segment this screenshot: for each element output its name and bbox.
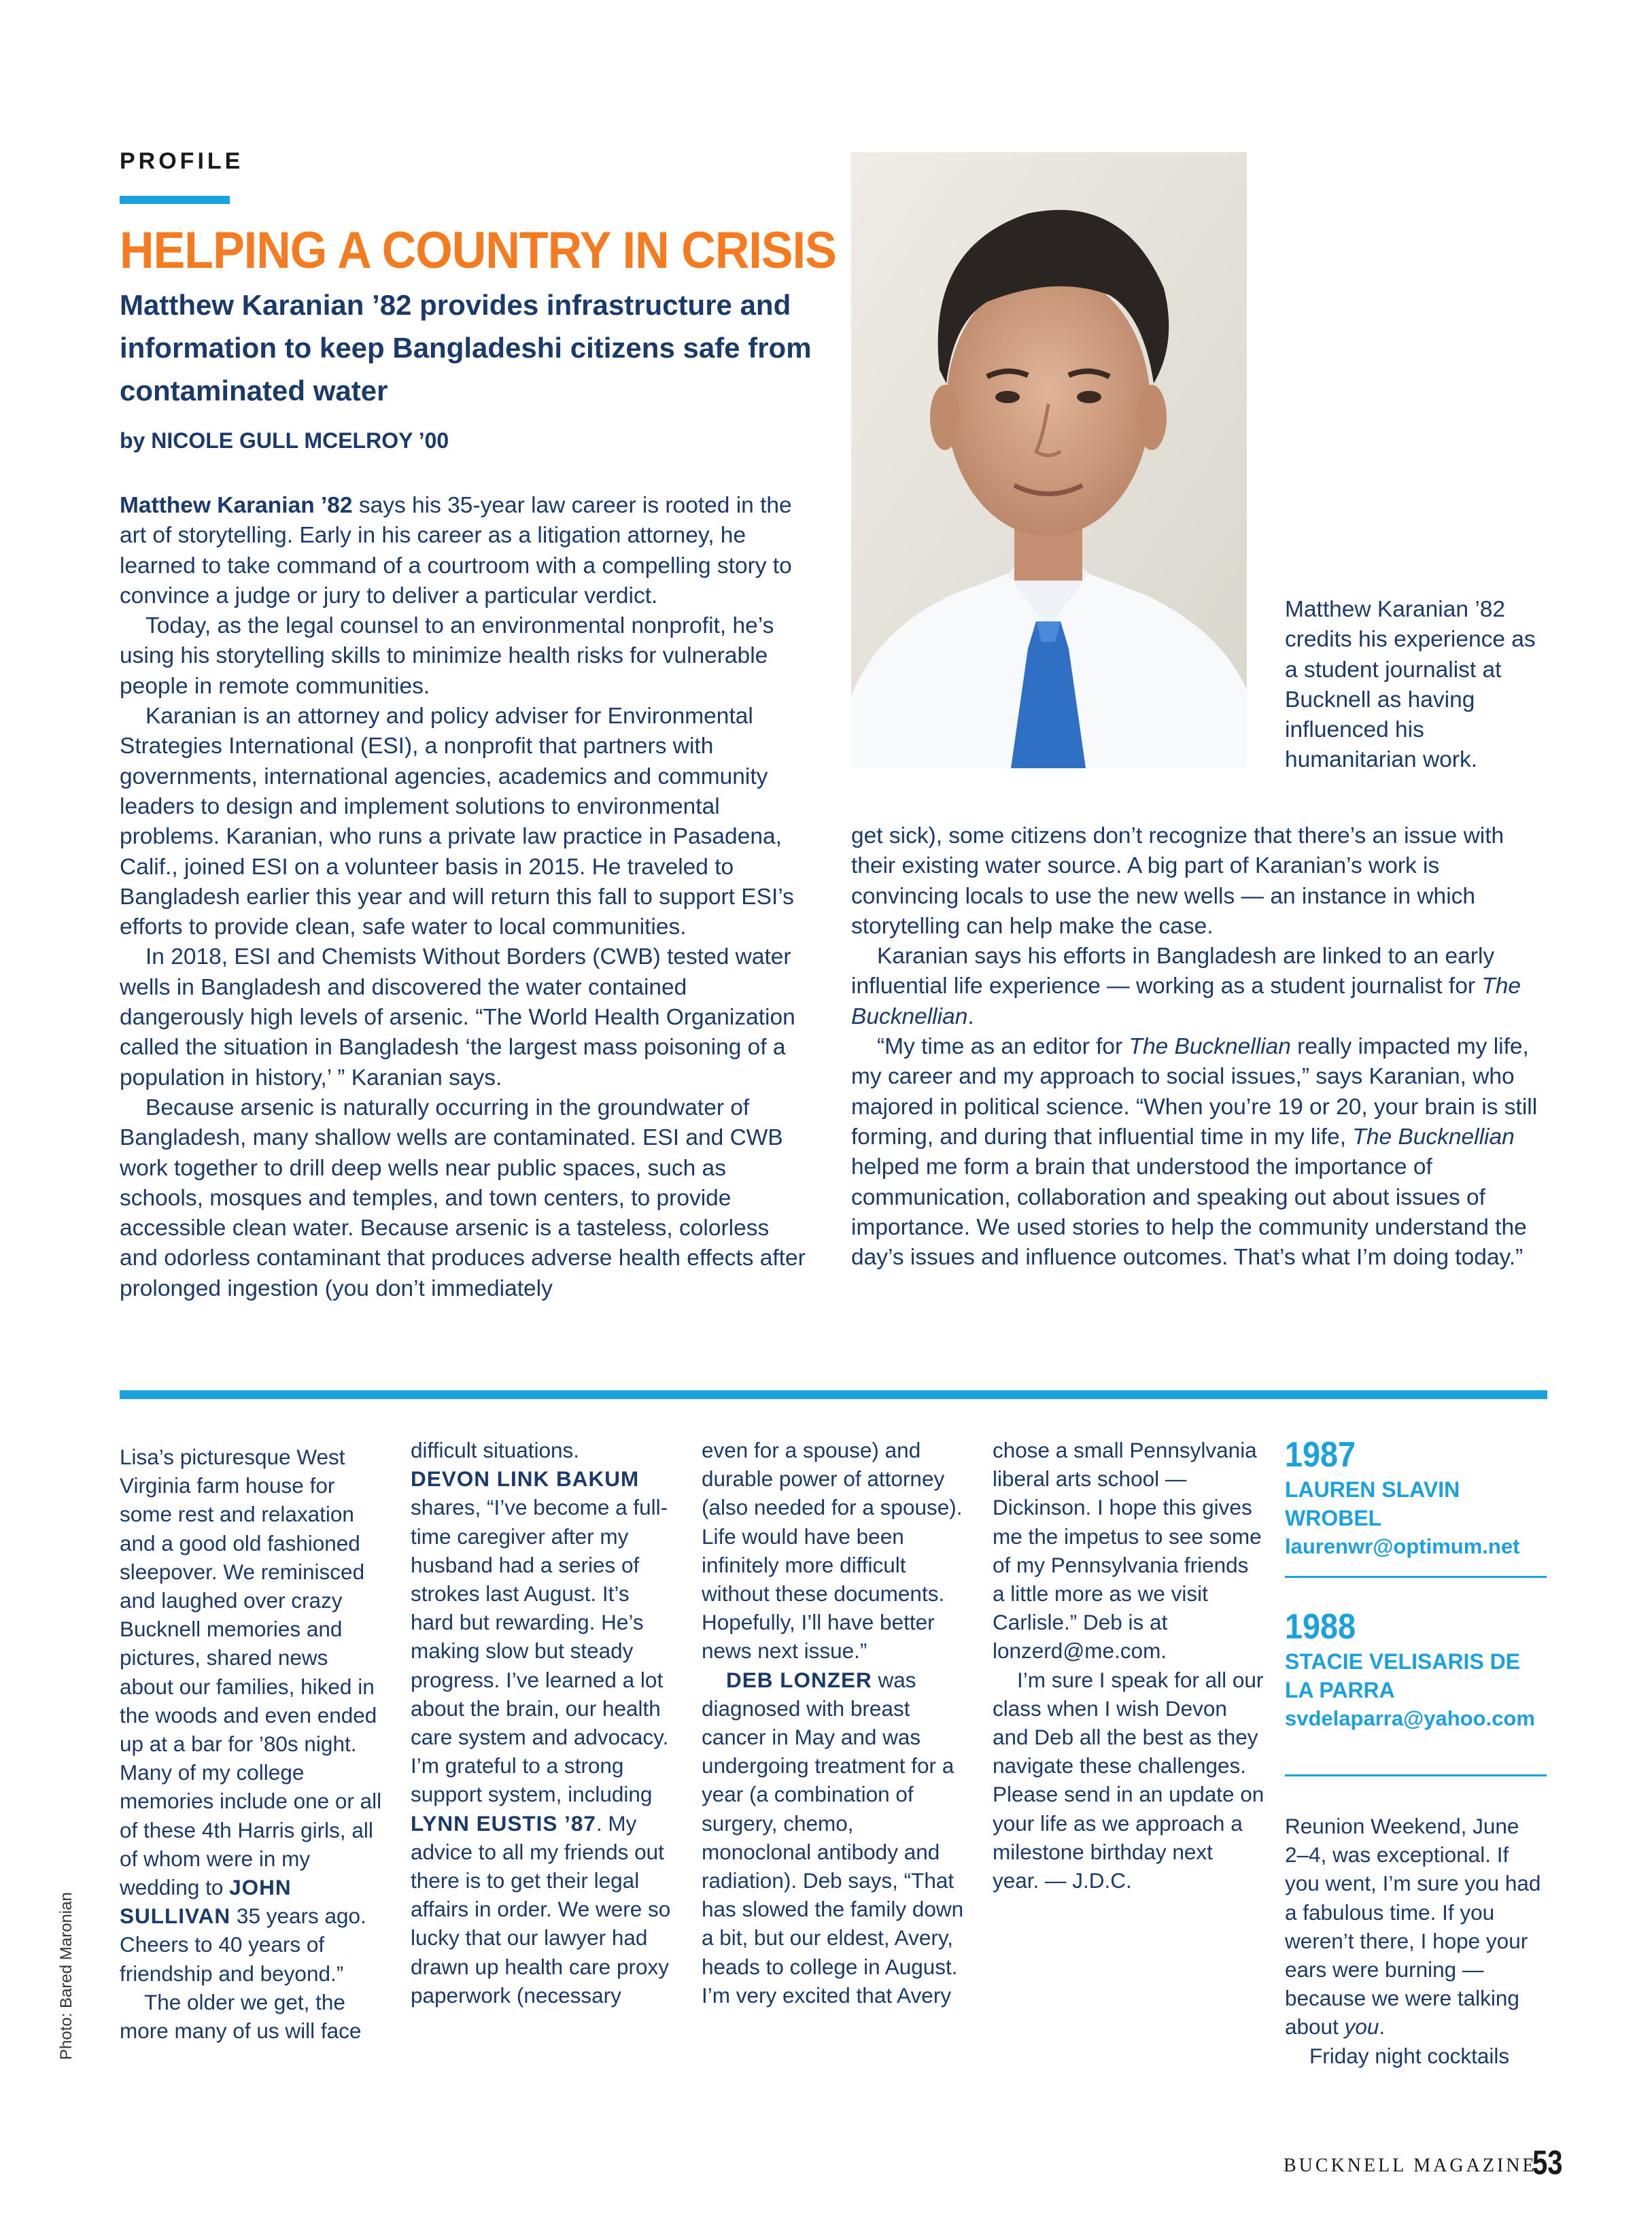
emphasis: you bbox=[1344, 2014, 1379, 2040]
portrait-photo bbox=[851, 152, 1247, 768]
note-paragraph: DEB LONZER was diagnosed with breast cancer in May and was undergoing treatment for a year (a combination of surgery, chemo, monoclonal antibody and radiation). Deb says, “That has slowed the family down a bit, but our eldest, Avery, heads to college in August. I’m very excited that Avery bbox=[702, 1667, 964, 2008]
publication-name: The Bucknellian bbox=[851, 974, 1521, 1029]
class-correspondent: STACIE VELISARIS DE LA PARRA bbox=[1285, 1649, 1521, 1702]
alumni-name: DEVON LINK BAKUM bbox=[411, 1466, 640, 1492]
class-year-rule bbox=[1285, 1774, 1547, 1776]
publication-name: The Bucknellian bbox=[1352, 1124, 1515, 1150]
alumni-name: DEB LONZER bbox=[726, 1667, 872, 1692]
class-correspondent: LAUREN SLAVIN WROBEL bbox=[1285, 1477, 1460, 1530]
note-paragraph: even for a spouse) and durable power of attorney (also needed for a spouse). Life would have been infinitely more difficult without these documents. Hopefully, I’ll have better news next issue.” bbox=[702, 1438, 963, 1664]
class-year: 1988 bbox=[1285, 1607, 1356, 1647]
byline: by NICOLE GULL MCELROY ’00 bbox=[120, 428, 449, 453]
article-column-1 bbox=[120, 491, 813, 1304]
note-paragraph: Reunion Weekend, June 2–4, was exceptional. If you went, I’m sure you had a fabulous time. If you weren’t there, I hope your ears were burning — because we were talking about you. bbox=[1285, 1814, 1541, 2040]
alumni-name: LYNN EUSTIS ’87 bbox=[411, 1810, 596, 1836]
alumni-name: JOHN SULLIVAN bbox=[120, 1875, 292, 1929]
note-paragraph: difficult situations. bbox=[411, 1438, 580, 1462]
photo-caption: Matthew Karanian ’82 credits his experience as a student journalist at Bucknell as having influenced his humanitarian work. bbox=[1285, 597, 1536, 773]
class-year-1987 bbox=[1285, 1434, 1543, 1561]
class-notes-column-1 bbox=[120, 1443, 385, 2045]
paragraph: In 2018, ESI and Chemists Without Borders (CWB) tested water wells in Bangladesh and discovered the water contained dangerously high levels of arsenic. “The World Health Organization called the situation in Bangladesh ‘the largest mass poisoning of a population in history,’ ” Karanian says. bbox=[120, 944, 795, 1090]
paragraph: “My time as an editor for The Bucknellian really impacted my life, my career and my approach to social issues,” says Karanian, who majored in political science. “When you’re 19 or 20, your brain is still forming, and during that influential time in my life, The Bucknellian helped me form a brain that understood the importance of communication, collaboration and speaking out about issues of importance. We used stories to help the community understand the day’s issues and influence outcomes. That’s what I’m doing today.” bbox=[851, 1034, 1538, 1271]
class-notes-column-4 bbox=[993, 1436, 1264, 1895]
note-paragraph: Lisa’s picturesque West Virginia farm house for some rest and relaxation and a good old fashioned sleepover. We reminisced and laughed over crazy Bucknell memories and pictures, shared news about our families, hiked in the woods and even ended up at a bar for ’80s night. Many of my college memories include one or all of these 4th Harris girls, all of whom were in my wedding to JOHN SULLIVAN 35 years ago. Cheers to 40 years of friendship and beyond.” bbox=[120, 1445, 382, 1986]
headline: HELPING A COUNTRY IN CRISIS bbox=[120, 222, 836, 279]
correspondent-email[interactable]: laurenwr@optimum.net bbox=[1285, 1534, 1520, 1558]
paragraph: Karanian says his efforts in Bangladesh are linked to an early influential life experience — working as a student journalist for The Bucknellian. bbox=[851, 944, 1521, 1029]
section-kicker: PROFILE bbox=[120, 148, 244, 174]
note-paragraph: Friday night cocktails bbox=[1309, 2043, 1510, 2068]
class-notes-column-3 bbox=[702, 1436, 967, 2010]
kicker-rule bbox=[120, 196, 230, 204]
article-column-2 bbox=[851, 821, 1545, 1273]
paragraph: Matthew Karanian ’82 says his 35-year law career is rooted in the art of storytelling. Early in his career as a litigation attorney, he learned to take command of a courtroom with a compelling story to convince a judge or jury to deliver a particular verdict. bbox=[120, 493, 792, 608]
photo-credit: Photo: Bared Maronian bbox=[57, 1892, 75, 2060]
portrait-illustration bbox=[851, 152, 1247, 768]
paragraph: get sick), some citizens don’t recognize that there’s an issue with their existing water source. A big part of Karanian’s work is convincing locals to use the new wells — an instance in which storytelling can help make the case. bbox=[851, 823, 1504, 939]
deck: Matthew Karanian ’82 provides infrastructure and information to keep Bangladeshi citizens safe from contaminated water bbox=[120, 289, 812, 407]
class-notes-column-5 bbox=[1285, 1812, 1547, 2070]
section-divider bbox=[120, 1390, 1547, 1399]
page-number: 53 bbox=[1532, 2144, 1563, 2182]
note-paragraph: The older we get, the more many of us will face bbox=[120, 1989, 362, 2044]
lead-name: Matthew Karanian ’82 bbox=[120, 493, 353, 518]
class-year-1988 bbox=[1285, 1606, 1543, 1733]
note-paragraph: DEVON LINK BAKUM shares, “I’ve become a full-time caregiver after my husband had a series of strokes last August. It’s hard but rewarding. He’s making slow but steady progress. I’ve learned a lot about the brain, our health care system and advocacy. I’m grateful to a strong support system, including LYNN EUSTIS ’87. My advice to all my friends out there is to get their legal affairs in order. We were so lucky that our lawyer had drawn up health care proxy paperwork (necessary bbox=[411, 1466, 671, 2008]
class-year-rule bbox=[1285, 1576, 1547, 1578]
note-paragraph: chose a small Pennsylvania liberal arts school — Dickinson. I hope this gives me the impetus to see some of my Pennsylvania friends a little more as we visit Carlisle.” Deb is at lonzerd@me.com. bbox=[993, 1438, 1262, 1664]
paragraph: Karanian is an attorney and policy adviser for Environmental Strategies International (ESI), a nonprofit that partners with governments, international agencies, academics and community leaders to design and implement solutions to environmental problems. Karanian, who runs a private law practice in Pasadena, Calif., joined ESI on a volunteer basis in 2015. He traveled to Bangladesh earlier this year and will return this fall to support ESI’s efforts to provide clean, safe water to local communities. bbox=[120, 704, 794, 940]
paragraph: Because arsenic is naturally occurring in the groundwater of Bangladesh, many shallow wells are contaminated. ESI and CWB work together to drill deep wells near public spaces, such as schools, mosques and temples, and town centers, to provide accessible clean water. Because arsenic is a tasteless, colorless and odorless contaminant that produces adverse health effects after prolonged ingestion (you don’t immediately bbox=[120, 1095, 806, 1301]
correspondent-email[interactable]: svdelaparra@yahoo.com bbox=[1285, 1706, 1535, 1730]
paragraph: Today, as the legal counsel to an environmental nonprofit, he’s using his storytelling skills to minimize health risks for vulnerable people in remote communities. bbox=[120, 613, 774, 699]
class-year: 1987 bbox=[1285, 1435, 1356, 1475]
note-paragraph: I’m sure I speak for all our class when I wish Devon and Deb all the best as they navigate these challenges. Please send in an update on your life as we approach a milestone birthday next year. — J.D.C. bbox=[993, 1667, 1264, 1893]
publication-name: The Bucknellian bbox=[1129, 1034, 1291, 1060]
class-notes-column-2 bbox=[411, 1436, 676, 2010]
magazine-name: BUCKNELL MAGAZINE bbox=[1284, 2155, 1537, 2176]
